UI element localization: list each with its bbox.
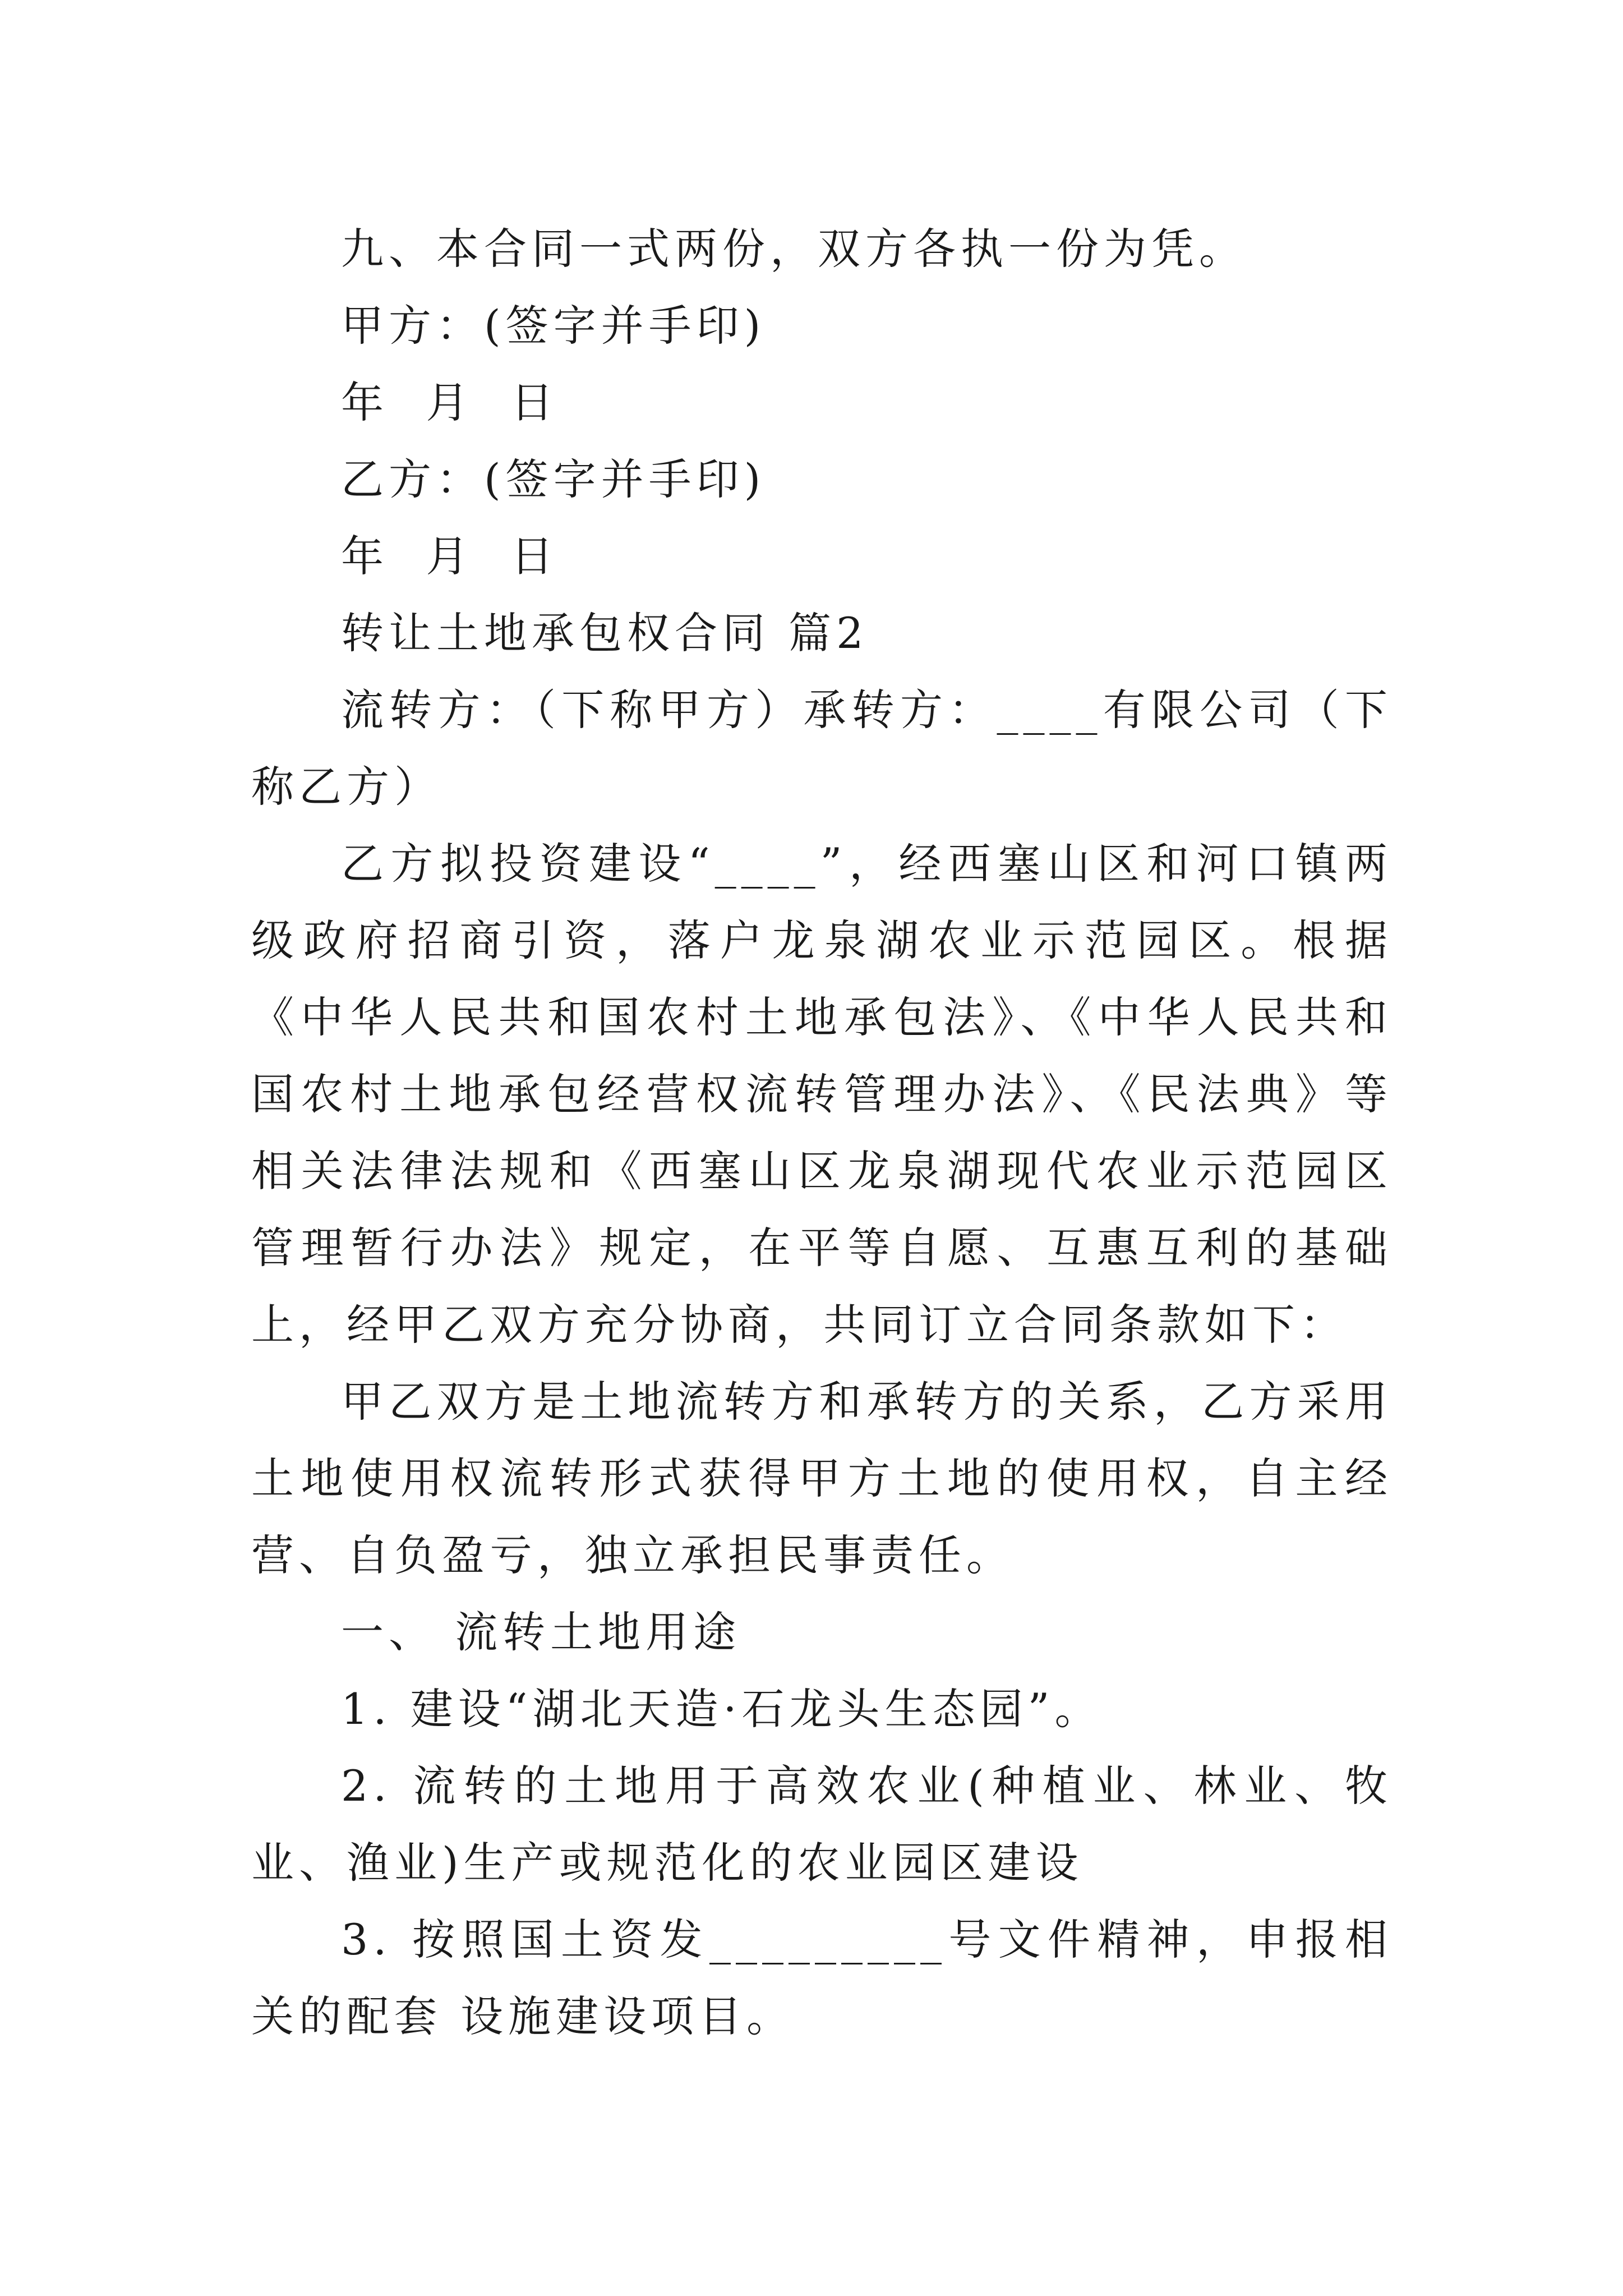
party-b-signature-line: 乙方：(签字并手印) [341,454,766,504]
section-1-heading: 一、 流转土地用途 [341,1607,741,1657]
relation-paragraph: 甲乙双方是土地流转方和承转方的关系，乙方采用土地使用权流转形式获得甲方土地的使用权，自主经营、自负盈亏，独立承担民事责任。 [251,1377,1393,1580]
item-3: 3. 按照国土资发_________号文件精神，申报相关的配套 设施建设项目。 [251,1915,1393,2041]
party-a-signature-line: 甲方：(签字并手印) [341,301,766,351]
item-2: 2. 流转的土地用于高效农业(种植业、林业、牧业、渔业)生产或规范化的农业园区建设 [251,1761,1393,1888]
party-b-date-line: 年 月 日 [341,531,559,581]
item-1: 1. 建设“湖北天造·石龙头生态园”。 [341,1684,1103,1734]
contract-heading: 转让土地承包权合同 篇2 [341,608,869,658]
clause-9: 九、本合同一式两份，双方各执一份为凭。 [341,224,1247,274]
parties-paragraph: 流转方：（下称甲方）承转方：____有限公司（下称乙方） [251,685,1393,812]
document-body [251,210,1393,2055]
party-a-date-line: 年 月 日 [341,378,559,427]
intro-paragraph: 乙方拟投资建设“____”，经西塞山区和河口镇两级政府招商引资，落户龙泉湖农业示范园区。根据《中华人民共和国农村土地承包法》、《中华人民共和国农村土地承包经营权流转管理办法》、《民法典》等相关法律法规和《西塞山区龙泉湖现代农业示范园区管理暂行办法》规定，在平等自愿、互惠互利的基础上，经甲乙双方充分协商，共同订立合同条款如下： [251,839,1393,1350]
